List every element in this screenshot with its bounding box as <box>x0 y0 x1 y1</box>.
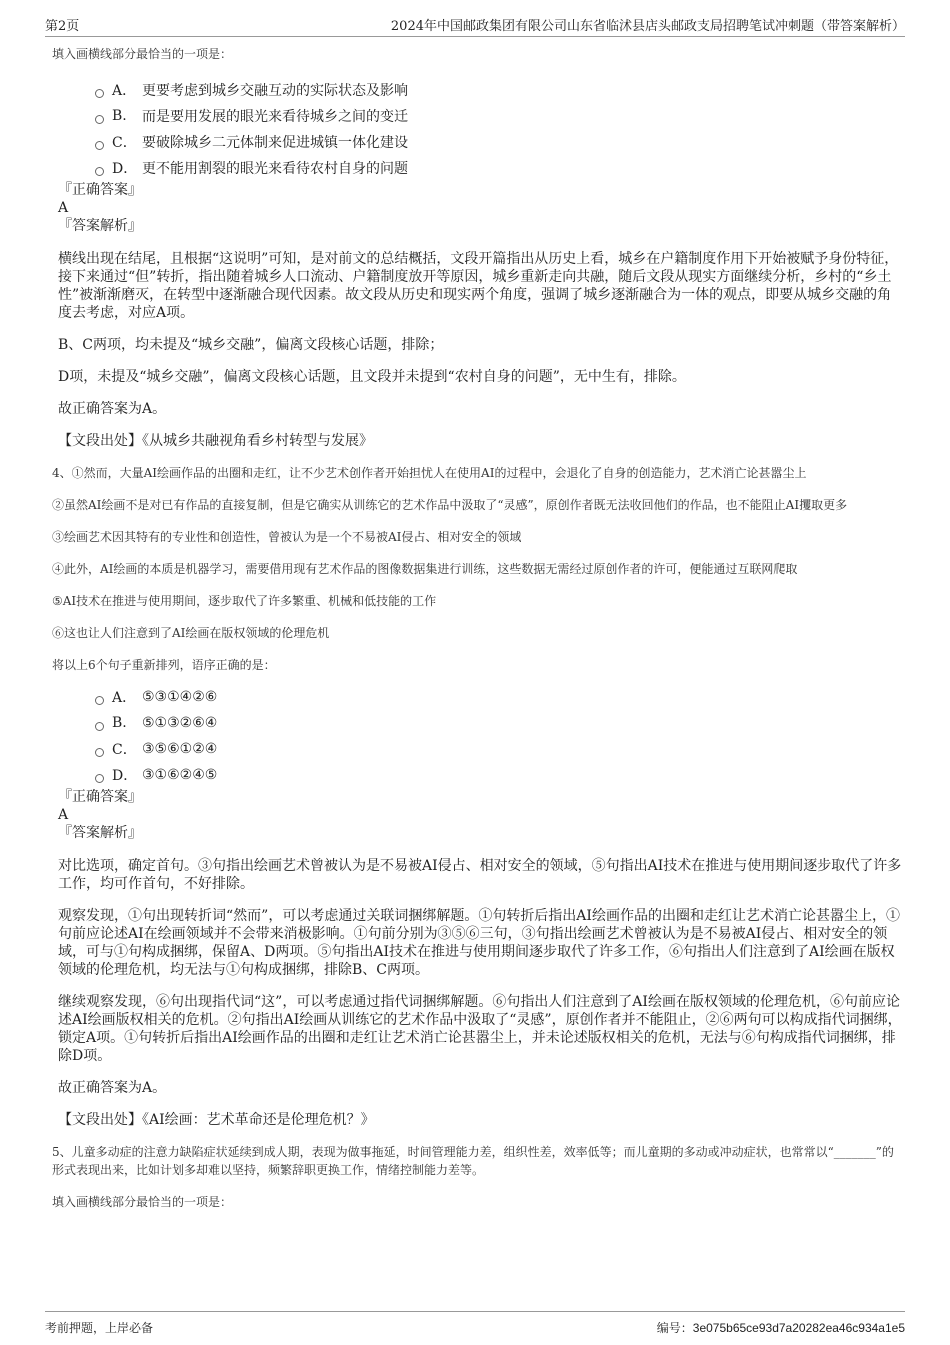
q4-option-a[interactable]: A． ⑤③①④②⑥ <box>95 684 905 710</box>
q5-prompt: 填入画横线部分最恰当的一项是： <box>52 1195 233 1209</box>
q3-conclusion: 故正确答案为A。 <box>58 401 167 417</box>
q4-sentence: ②虽然AI绘画不是对已有作品的直接复制，但是它确实从训练它的艺术作品中汲取了“灵感”，原创作者既无法收回他们的作品，也不能阻止AI攫取更多 <box>52 498 848 512</box>
q4-analysis-paragraph: 观察发现，①句出现转折词“然而”，可以考虑通过关联词捆绑解题。①句转折后指出AI绘画作品的出圈和走红让艺术消亡论甚嚣尘上，①句前应论述AI在绘画领域并不会带来消极影响。①句前分别为③⑤⑥三句，③句指出绘画艺术曾被认为是不易被AI侵占、相对安全的领域，可与①句构成捆绑，保留A、D两项。⑤句指出AI技术在推进与使用期间逐步取代了许多工作，⑥句指出人们注意到了AI绘画在版权领域的伦理危机，均无法与①句构成捆绑，排除B、C两项。 <box>58 908 900 978</box>
q3-answer-label: 『正确答案』 <box>58 182 142 198</box>
q4-analysis-paragraph: 继续观察发现，⑥句出现指代词“这”，可以考虑通过指代词捆绑解题。⑥句指出人们注意到了AI绘画在版权领域的伦理危机，⑥句前应论述AI绘画版权相关的危机。②句指出AI绘画从训练它的艺术作品中汲取了“灵感”，原创作者并不能阻止，②⑥两句可以构成指代词捆绑，锁定A项。①句转折后指出AI绘画作品的出圈和走红让艺术消亡论甚嚣尘上，并未论述版权相关的危机，无法与⑥句构成指代词捆绑，排除D项。 <box>58 994 902 1064</box>
q4-source: 【文段出处】《AI绘画：艺术革命还是伦理危机？》 <box>58 1112 375 1128</box>
page-footer <box>45 1311 905 1336</box>
q4-conclusion: 故正确答案为A。 <box>58 1080 167 1096</box>
q3-options <box>52 77 905 181</box>
q3-prompt: 填入画横线部分最恰当的一项是： <box>52 47 233 61</box>
page-number: 第2页 <box>45 19 80 34</box>
q4-option-b[interactable]: B. ⑤①③②⑥④ <box>95 710 905 736</box>
q4-sentence: ⑤AI技术在推进与使用期间，逐步取代了许多繁重、机械和低技能的工作 <box>52 594 437 608</box>
radio-icon[interactable] <box>95 774 104 783</box>
radio-icon[interactable] <box>95 141 104 150</box>
q3-option-d[interactable]: D． 更不能用割裂的眼光来看待农村自身的问题 <box>95 155 905 181</box>
page-header <box>45 14 905 37</box>
radio-icon[interactable] <box>95 748 104 757</box>
radio-icon[interactable] <box>95 696 104 705</box>
radio-icon[interactable] <box>95 722 104 731</box>
q3-analysis-label: 『答案解析』 <box>58 218 142 234</box>
q4-option-d[interactable]: D． ③①⑥②④⑤ <box>95 762 905 788</box>
q3-option-a[interactable]: A． 更要考虑到城乡交融互动的实际状态及影响 <box>95 77 905 103</box>
page-content <box>52 44 905 1211</box>
q4-analysis-paragraph: 对比选项，确定首句。③句指出绘画艺术曾被认为是不易被AI侵占、相对安全的领域，⑤句指出AI技术在推进与使用期间逐步取代了许多工作，均可作首句，不好排除。 <box>58 858 902 892</box>
q5-stem: 5、儿童多动症的注意力缺陷症状延续到成人期，表现为做事拖延，时间管理能力差，组织性差，效率低等；而儿童期的多动或冲动症状，也常常以“_______”的形式表现出来，比如计划多却难以坚持，频繁辞职更换工作，情绪控制能力差等。 <box>52 1145 894 1177</box>
document-title: 2024年中国邮政集团有限公司山东省临沭县店头邮政支局招聘笔试冲刺题（带答案解析） <box>390 19 905 34</box>
q4-answer: A <box>58 807 69 823</box>
q4-sentence: 4、①然而，大量AI绘画作品的出圈和走红，让不少艺术创作者开始担忧人在使用AI的过程中，会退化了自身的创造能力，艺术消亡论甚嚣尘上 <box>52 466 807 480</box>
q4-prompt: 将以上6个句子重新排列，语序正确的是： <box>52 658 276 672</box>
q4-option-c[interactable]: C． ③⑤⑥①②④ <box>95 736 905 762</box>
q3-source: 【文段出处】《从城乡共融视角看乡村转型与发展》 <box>58 433 373 449</box>
radio-icon[interactable] <box>95 115 104 124</box>
radio-icon[interactable] <box>95 89 104 98</box>
q3-option-c[interactable]: C． 要破除城乡二元体制来促进城镇一体化建设 <box>95 129 905 155</box>
footer-slogan: 考前押题，上岸必备 <box>45 1321 154 1335</box>
q3-analysis-paragraph: D项，未提及“城乡交融”，偏离文段核心话题，且文段并未提到“农村自身的问题”，无中生有，排除。 <box>58 369 686 385</box>
q4-sentence: ④此外，AI绘画的本质是机器学习，需要借用现有艺术作品的图像数据集进行训练，这些数据无需经过原创作者的许可，便能通过互联网爬取 <box>52 562 798 576</box>
q4-sentence: ⑥这也让人们注意到了AI绘画在版权领域的伦理危机 <box>52 626 330 640</box>
document-code: 编号：3e075b65ce93d7a20282ea46c934a1e5 <box>656 1321 905 1335</box>
q4-answer-label: 『正确答案』 <box>58 789 142 805</box>
q3-answer: A <box>58 200 69 216</box>
q3-analysis-paragraph: B、C两项，均未提及“城乡交融”，偏离文段核心话题，排除； <box>58 337 444 353</box>
q4-sentence: ③绘画艺术因其特有的专业性和创造性，曾被认为是一个不易被AI侵占、相对安全的领域 <box>52 530 522 544</box>
q3-option-b[interactable]: B. 而是要用发展的眼光来看待城乡之间的变迁 <box>95 103 905 129</box>
q3-analysis-paragraph: 横线出现在结尾，且根据“这说明”可知，是对前文的总结概括，文段开篇指出从历史上看，城乡在户籍制度作用下开始被赋予身份特征，接下来通过“但”转折，指出随着城乡人口流动、户籍制度放开等原因，城乡重新走向共融，随后文段从现实方面继续分析，乡村的“乡土性”被渐渐磨灭，在转型中逐渐融合现代因素。故文段从历史和现实两个角度，强调了城乡逐渐融合为一体的观点，即要从城乡交融的角度去考虑，对应A项。 <box>58 251 899 321</box>
radio-icon[interactable] <box>95 167 104 176</box>
q4-analysis-label: 『答案解析』 <box>58 825 142 841</box>
q4-options <box>52 684 905 788</box>
